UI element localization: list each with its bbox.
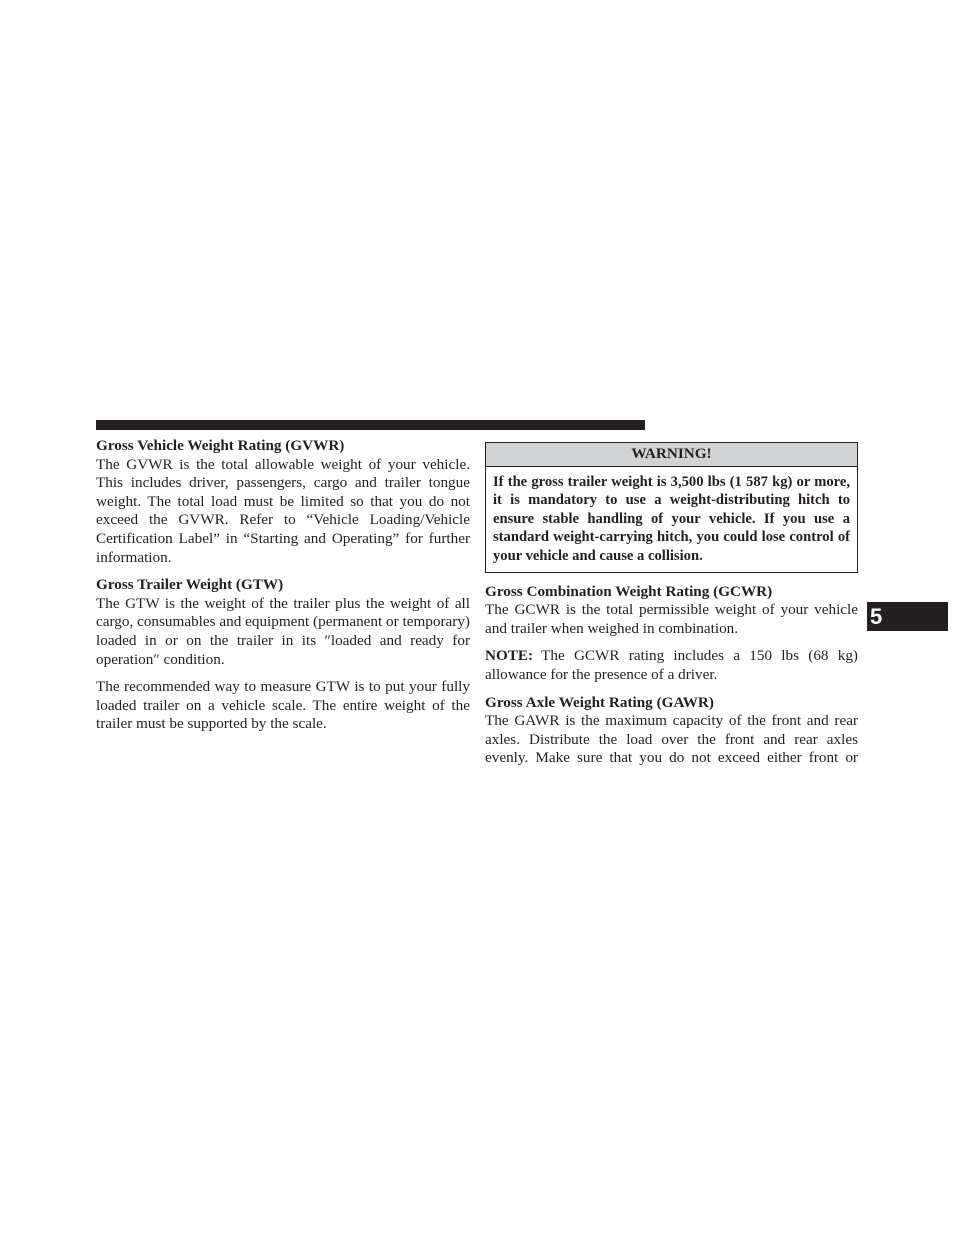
left-column (96, 437, 470, 734)
gtw-measure-paragraph: The recommended way to measure GTW is to put your fully loaded trailer on a vehicle scale. The entire weight of the trailer must be supported by the scale. (96, 678, 470, 733)
note-paragraph (485, 647, 858, 684)
warning-title: WARNING! (486, 443, 857, 467)
gawr-paragraph: The GAWR is the maximum capacity of the front and rear axles. Distribute the load over the front and rear axles evenly. Make sure that you do not exceed either front or (485, 712, 858, 767)
note-label: NOTE: (485, 647, 534, 665)
gcwr-heading: Gross Combination Weight Rating (GCWR) (485, 582, 773, 600)
gcwr-paragraph: The GCWR is the total permissible weight of your vehicle and trailer when weighed in combination. (485, 601, 858, 637)
note-text: The GCWR rating includes a 150 lbs (68 kg) allowance for the presence of a driver. (485, 647, 858, 683)
chapter-tab: 5 (867, 602, 948, 631)
section-top-rule (96, 420, 645, 430)
gvwr-heading: Gross Vehicle Weight Rating (GVWR) (96, 437, 345, 454)
gtw-heading: Gross Trailer Weight (GTW) (96, 576, 284, 594)
gvwr-paragraph: The GVWR is the total allowable weight of your vehicle. This includes driver, passengers, cargo and trailer tongue weight. The total load must be limited so that you do not exceed the GVWR. Refer to “Vehicle Loading/Vehicle Certification Label” in “Starting and Operating” for further information. (96, 455, 470, 566)
right-column (485, 437, 858, 768)
warning-box (485, 442, 858, 573)
gtw-paragraph: The GTW is the weight of the trailer plus the weight of all cargo, consumables and equipment (permanent or temporary) loaded in or on the trailer in its ″loaded and ready for operation″ condition. (96, 594, 470, 668)
warning-text: If the gross trailer weight is 3,500 lbs (1 587 kg) or more, it is mandatory to use a weight-distributing hitch to ensure stable handling of your vehicle. If you use a standard weight-carrying hitch, you could lose control of your vehicle and cause a collision. (493, 473, 850, 564)
gawr-heading: Gross Axle Weight Rating (GAWR) (485, 693, 714, 711)
